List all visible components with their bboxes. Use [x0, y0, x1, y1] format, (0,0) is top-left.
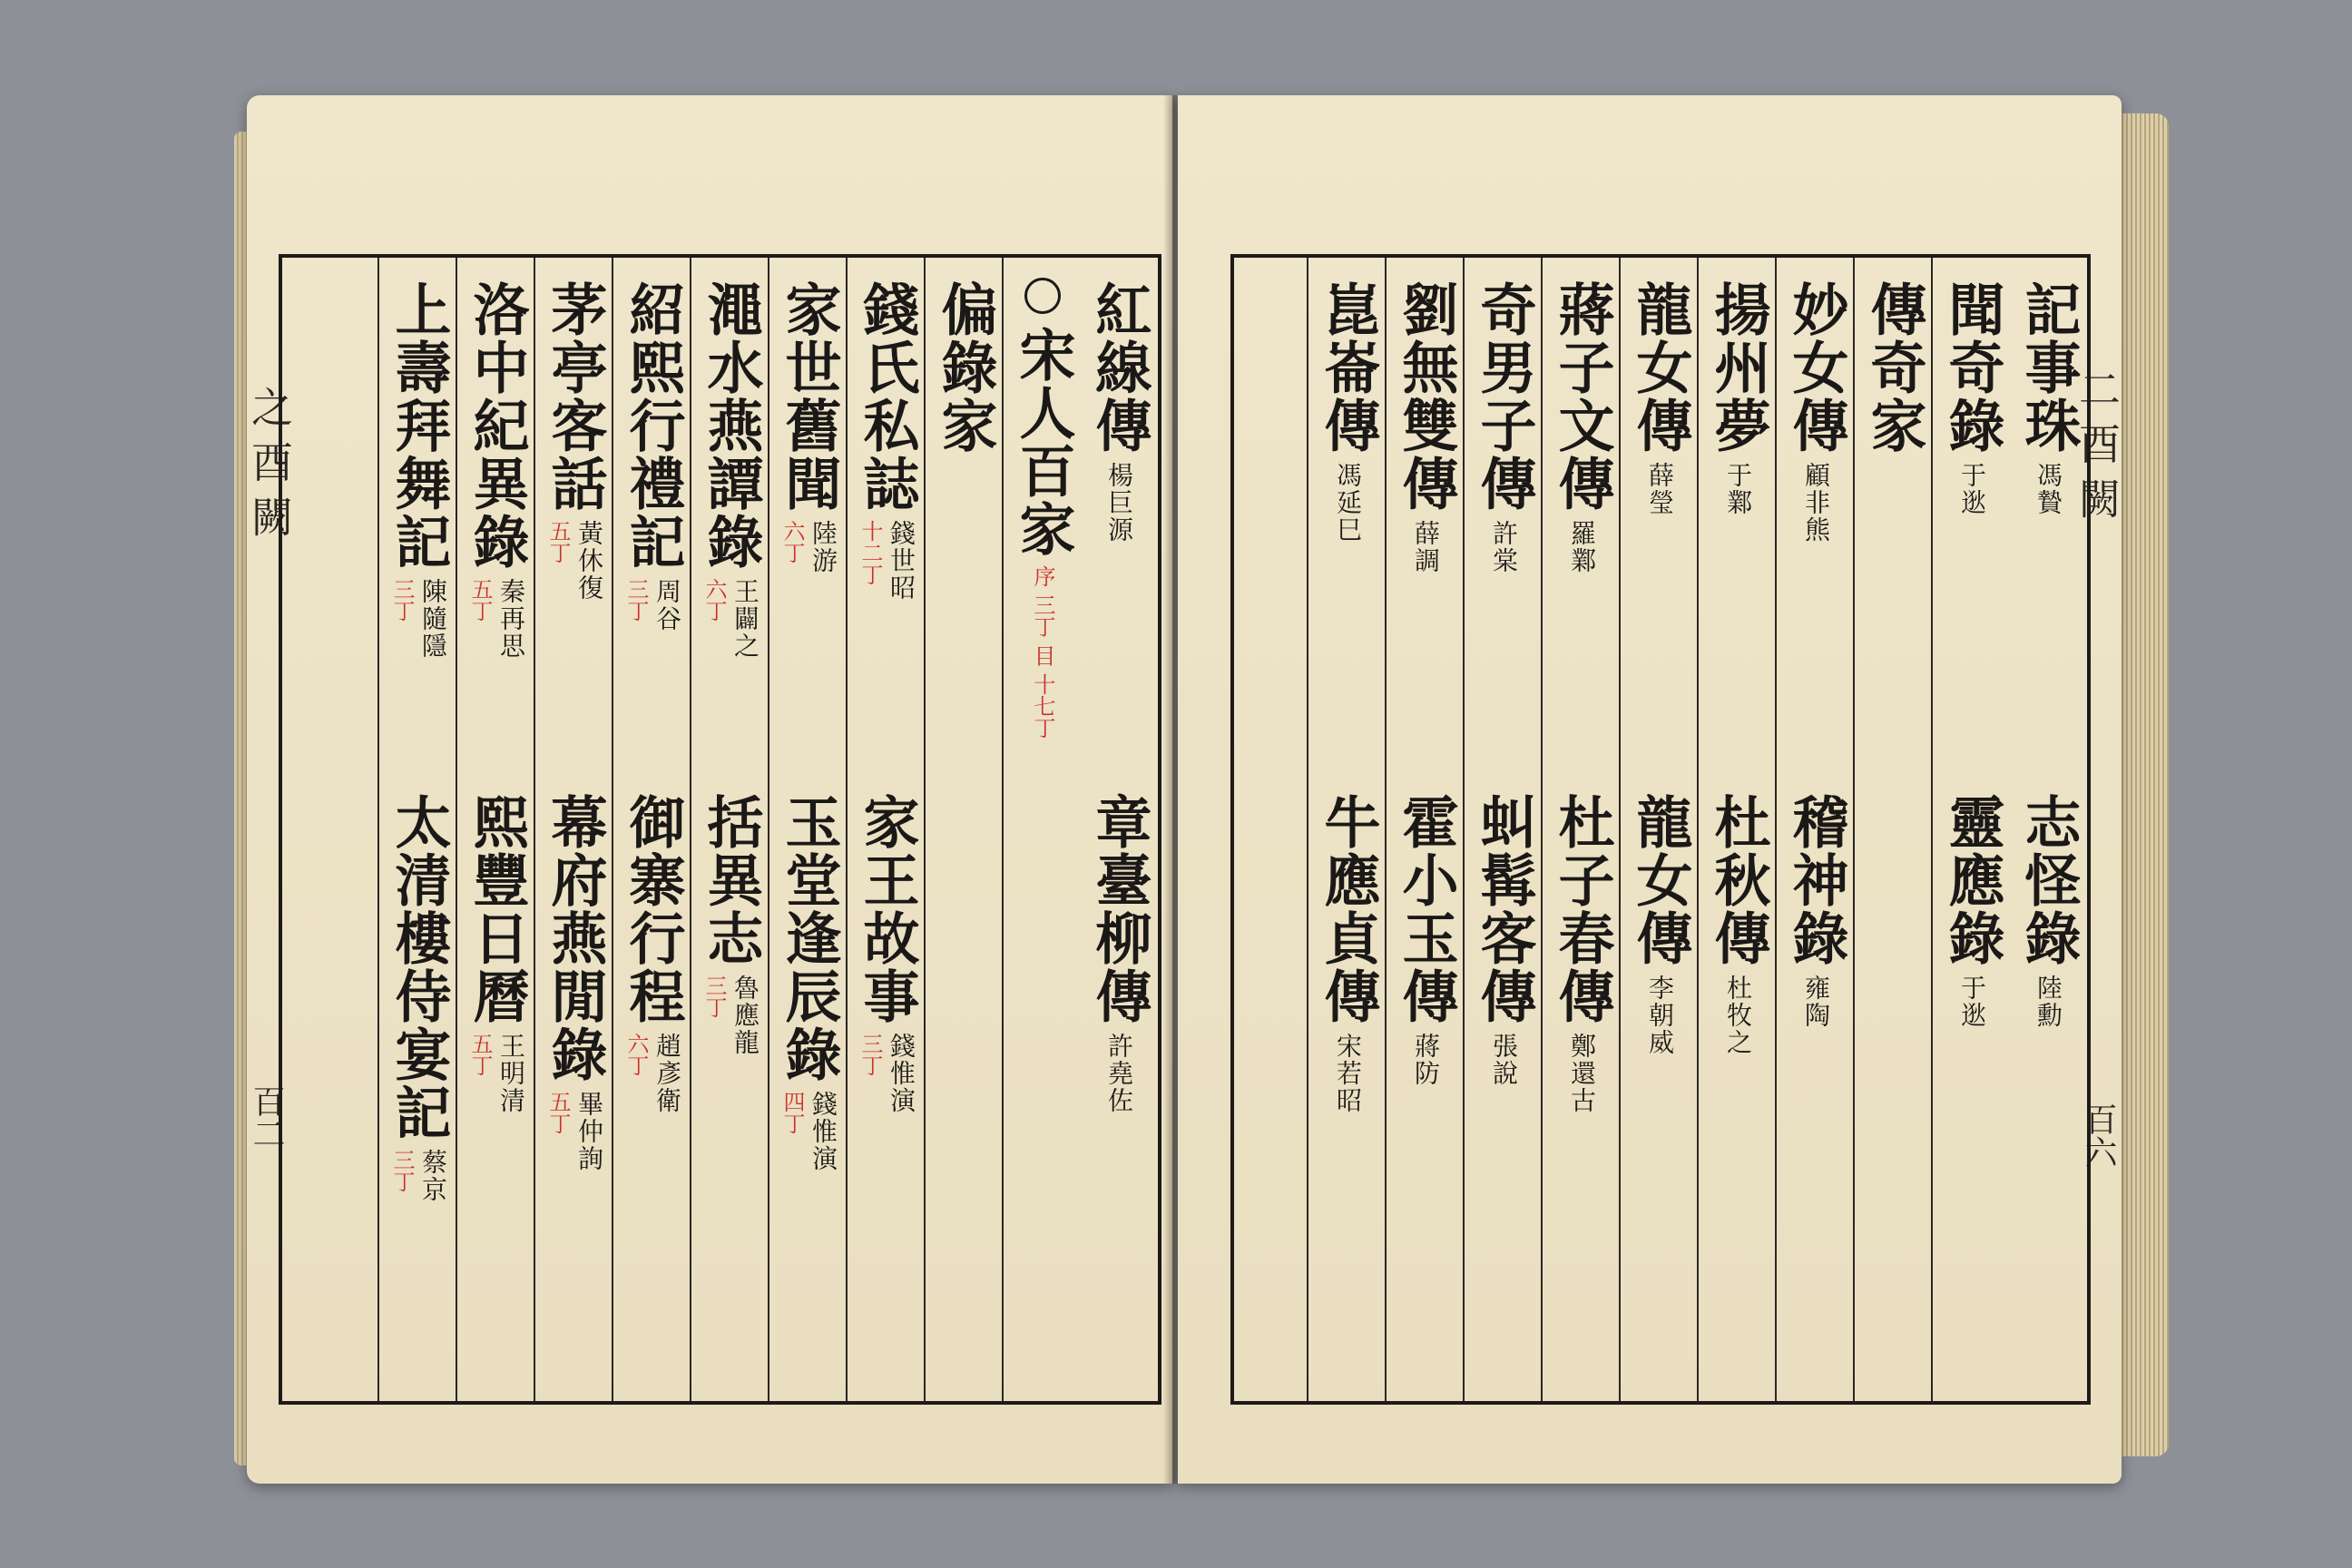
entry-author: 蔡京: [418, 1149, 448, 1203]
left-frame: [279, 254, 1161, 1405]
entry-title: 霍小玉傳: [1393, 793, 1459, 1025]
text-column: [1307, 258, 1387, 1401]
red-annotation: 四丁: [779, 1091, 805, 1134]
entry-title: 牛應貞傳: [1315, 793, 1381, 1025]
text-column: [1775, 258, 1855, 1401]
entry-author: 于鄴: [1723, 462, 1753, 516]
entry-author: 于逖: [1957, 975, 1987, 1029]
red-annotation: 六丁: [779, 520, 805, 564]
entry-title: 澠水燕譚錄: [698, 280, 764, 571]
entry-title: 紅線傳: [1086, 280, 1152, 455]
entry-author: 李朝威: [1645, 975, 1675, 1056]
entry-bottom: [1387, 793, 1465, 1087]
entry-title: 洛中紀異錄: [464, 280, 530, 571]
entry-author: 魯應龍: [730, 975, 760, 1056]
entry-author: 蔣防: [1411, 1033, 1441, 1087]
left-margin-title: 之 酉 闕: [245, 386, 294, 538]
entry-author: 錢惟演: [808, 1091, 838, 1172]
text-column: [377, 258, 457, 1401]
entry-title: 紹熙行禮記: [620, 280, 686, 571]
entry-bottom: [1308, 793, 1387, 1114]
red-annotation: 序 三丁 目 十七丁: [1030, 565, 1055, 739]
entry-title: 記事珠: [2015, 280, 2082, 455]
entry-bottom: [769, 793, 848, 1172]
text-column: [768, 258, 848, 1401]
text-column: [1385, 258, 1465, 1401]
entry-top: [535, 280, 613, 602]
entry-author: 錢世昭: [887, 520, 916, 602]
entry-author: 薛調: [1411, 520, 1441, 574]
entry-title: 傳奇家: [1861, 280, 1927, 455]
entry-author: 錢惟演: [887, 1033, 916, 1114]
red-annotation: 十二丁: [858, 520, 883, 585]
left-page: [247, 95, 1172, 1484]
entry-top: [1543, 280, 1621, 574]
entry-title: 太清樓侍宴記: [386, 793, 452, 1142]
red-annotation: 五丁: [545, 520, 571, 564]
entry-bottom: [691, 793, 769, 1056]
text-column: [846, 258, 926, 1401]
entry-title: 揚州夢: [1705, 280, 1771, 455]
entry-bottom: [2009, 793, 2087, 1029]
entry-top: [1699, 280, 1777, 516]
entry-top: [848, 280, 926, 602]
entry-top: [1777, 280, 1855, 544]
entry-author: 秦再思: [496, 578, 526, 660]
text-column: [1541, 258, 1621, 1401]
entry-title: 聞奇錄: [1939, 280, 2005, 455]
entry-top: [613, 280, 691, 632]
text-column: [1853, 258, 1933, 1401]
red-annotation: 五丁: [467, 1033, 493, 1076]
entry-bottom: [1933, 793, 2011, 1029]
text-column: [1931, 258, 2011, 1401]
page-stack-right: [2114, 113, 2169, 1456]
entry-author: 宋若昭: [1333, 1033, 1363, 1114]
entry-author: 薛瑩: [1645, 462, 1675, 516]
entry-author: 鄭還古: [1567, 1033, 1597, 1114]
entry-top: [769, 280, 848, 574]
entry-top: [1080, 280, 1158, 544]
text-column: [1463, 258, 1543, 1401]
entry-top: [691, 280, 769, 660]
entry-title: 龍女傳: [1627, 280, 1693, 455]
entry-title: 杜秋傳: [1705, 793, 1771, 967]
entry-author: 張說: [1489, 1033, 1519, 1087]
red-annotation: 三丁: [389, 578, 415, 622]
text-column: [1002, 258, 1082, 1401]
entry-top: [1933, 280, 2011, 516]
entry-top: [1465, 280, 1543, 574]
entry-author: 馮贄: [2034, 462, 2063, 516]
entry-author: 畢仲詢: [574, 1091, 604, 1172]
entry-title: 志怪錄: [2015, 793, 2082, 967]
entry-title: 劉無雙傳: [1393, 280, 1459, 513]
entry-top: [1621, 280, 1699, 516]
entry-title: 御寨行程: [620, 793, 686, 1025]
text-column: [1697, 258, 1777, 1401]
entry-author: 許棠: [1489, 520, 1519, 574]
entry-title: 上壽拜舞記: [386, 280, 452, 571]
entry-author: 于逖: [1957, 462, 1987, 516]
red-annotation: 三丁: [389, 1149, 415, 1192]
text-column: [612, 258, 691, 1401]
entry-bottom: [613, 793, 691, 1114]
entry-title: 熙豐日曆: [464, 793, 530, 1025]
text-column: [1080, 258, 1158, 1401]
entry-author: 周谷: [652, 578, 682, 632]
text-column: [924, 258, 1004, 1401]
red-annotation: 五丁: [467, 578, 493, 622]
right-margin-title: 二 酉 闕: [2073, 368, 2122, 520]
entry-title: 靈應錄: [1939, 793, 2005, 967]
red-annotation: 三丁: [701, 975, 727, 1018]
red-annotation: 五丁: [545, 1091, 571, 1134]
entry-author: 陸游: [808, 520, 838, 574]
entry-bottom: [1465, 793, 1543, 1087]
entry-title: 杜子春傳: [1549, 793, 1615, 1025]
entry-bottom: [848, 793, 926, 1114]
text-column: [690, 258, 769, 1401]
entry-top: [1004, 326, 1082, 739]
entry-author: 陳隨隱: [418, 578, 448, 660]
entry-title: 家世舊聞: [776, 280, 842, 513]
circle-marker-icon: [1024, 278, 1061, 314]
entry-author: 杜牧之: [1723, 975, 1753, 1056]
entry-author: 王明清: [496, 1033, 526, 1114]
right-folio: 百六: [2080, 1102, 2117, 1168]
entry-title: 崑崙傳: [1315, 280, 1381, 455]
text-column: [534, 258, 613, 1401]
entry-author: 雍陶: [1801, 975, 1831, 1029]
text-column: [2009, 258, 2087, 1401]
entry-title: 宋人百家: [1010, 326, 1076, 558]
entry-title: 蔣子文傳: [1549, 280, 1615, 513]
entry-title: 稽神錄: [1783, 793, 1849, 967]
entry-title: 章臺柳傳: [1086, 793, 1152, 1025]
entry-title: 家王故事: [854, 793, 920, 1025]
entry-top: [2009, 280, 2087, 516]
entry-author: 顧非熊: [1801, 462, 1831, 544]
entry-bottom: [457, 793, 535, 1114]
left-folio: 百二: [248, 1084, 285, 1150]
entry-top: [926, 280, 1004, 455]
entry-bottom: [1699, 793, 1777, 1056]
entry-top: [1308, 280, 1387, 544]
entry-title: 玉堂逢辰錄: [776, 793, 842, 1083]
entry-author: 趙彥衛: [652, 1033, 682, 1114]
entry-bottom: [1080, 793, 1158, 1114]
open-book: [227, 86, 2169, 1502]
text-column: [456, 258, 535, 1401]
entry-title: 茅亭客話: [542, 280, 608, 513]
entry-bottom: [1621, 793, 1699, 1056]
entry-top: [1855, 280, 1933, 455]
red-annotation: 三丁: [858, 1033, 883, 1076]
entry-bottom: [1543, 793, 1621, 1114]
entry-title: 龍女傳: [1627, 793, 1693, 967]
text-column: [1619, 258, 1699, 1401]
entry-title: 奇男子傳: [1471, 280, 1537, 513]
entry-title: 虯髯客傳: [1471, 793, 1537, 1025]
entry-author: 黃休復: [574, 520, 604, 602]
entry-author: 王闢之: [730, 578, 760, 660]
entry-top: [1387, 280, 1465, 574]
entry-title: 錢氏私誌: [854, 280, 920, 513]
red-annotation: 三丁: [623, 578, 649, 622]
entry-title: 幕府燕閒錄: [542, 793, 608, 1083]
entry-bottom: [1777, 793, 1855, 1029]
entry-bottom: [379, 793, 457, 1203]
entry-author: 楊巨源: [1104, 462, 1134, 544]
entry-title: 括異志: [698, 793, 764, 967]
entry-title: 妙女傳: [1783, 280, 1849, 455]
entry-top: [379, 280, 457, 660]
red-annotation: 六丁: [701, 578, 727, 622]
right-page: [1178, 95, 2122, 1484]
right-frame: [1230, 254, 2091, 1405]
entry-top: [457, 280, 535, 660]
entry-author: 許堯佐: [1104, 1033, 1134, 1114]
entry-author: 馮延巳: [1333, 462, 1363, 544]
entry-title: 偏錄家: [932, 280, 998, 455]
entry-author: 羅鄴: [1567, 520, 1597, 574]
red-annotation: 六丁: [623, 1033, 649, 1076]
entry-author: 陸勳: [2034, 975, 2063, 1029]
entry-bottom: [535, 793, 613, 1172]
